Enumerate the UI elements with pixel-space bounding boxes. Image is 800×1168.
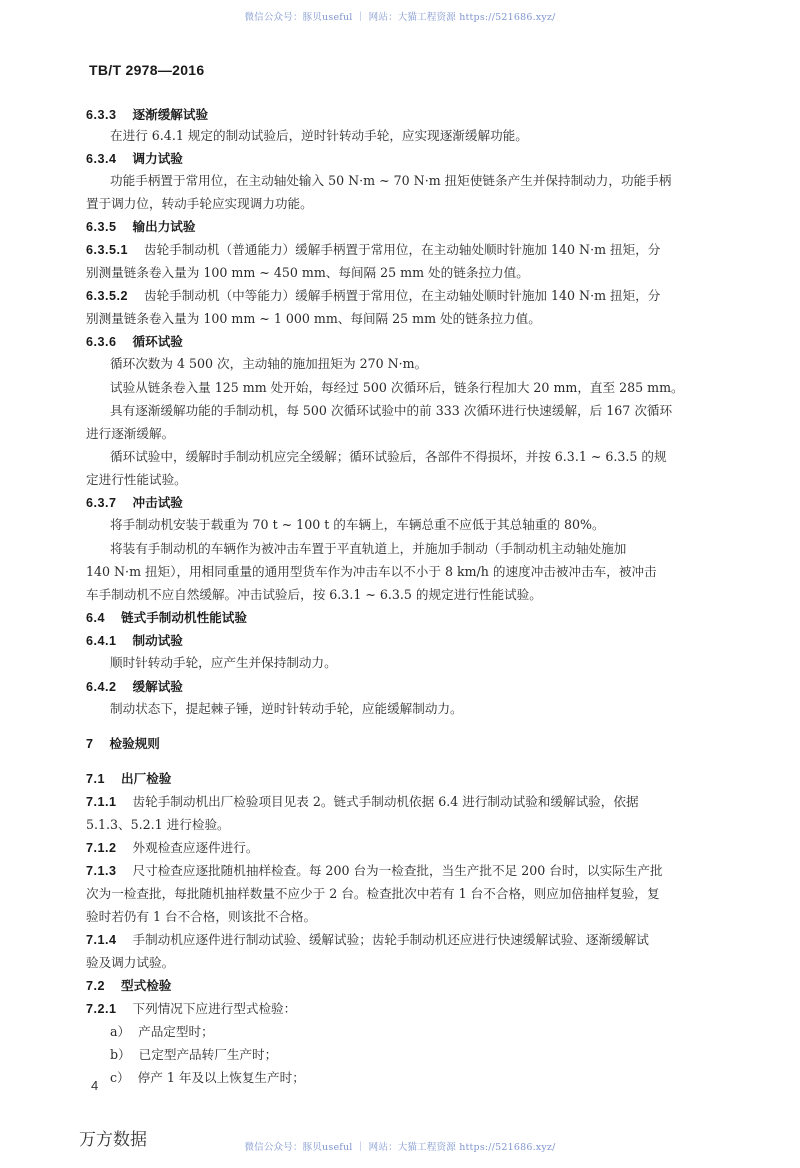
paragraph: 在进行 6.4.1 规定的制动试验后，逆时针转动手轮，应实现逐渐缓解功能。 — [110, 128, 528, 143]
clause-6-3-5-2: 6.3.5.2 齿轮手制动机（中等能力）缓解手柄置于常用位，在主动轴处顺时针施加 140 N·m 扭矩，分 — [86, 288, 661, 303]
paragraph: 将装有手制动机的车辆作为被冲击车置于平直轨道上，并施加手制动（手制动机主动轴处施加 — [110, 541, 627, 556]
paragraph-cont: 别测量链条卷入量为 100 mm ~ 1 000 mm、每间隔 25 mm 处的链条拉力值。 — [86, 311, 541, 326]
paragraph: 制动状态下，提起棘子锤，逆时针转动手轮，应能缓解制动力。 — [110, 701, 463, 716]
clause-7-1-2: 7.1.2 外观检查应逐件进行。 — [86, 840, 259, 855]
paragraph: 顺时针转动手轮，应产生并保持制动力。 — [110, 655, 337, 670]
clause-7-1-4: 7.1.4 手制动机应逐件进行制动试验、缓解试验；齿轮手制动机还应进行快速缓解试验、逐渐缓解试 — [86, 932, 649, 947]
paragraph: 将手制动机安装于载重为 70 t ~ 100 t 的车辆上，车辆总重不应低于其总轴重的 80%。 — [110, 517, 605, 532]
paragraph-cont: 验时若仍有 1 台不合格，则该批不合格。 — [86, 909, 317, 924]
heading-6-3-4: 6.3.4 调力试验 — [86, 151, 183, 166]
paragraph-cont: 140 N·m 扭矩），用相同重量的通用型货车作为冲击车以不小于 8 km/h 的速度冲击被冲击车，被冲击 — [86, 564, 657, 579]
document-id: TB/T 2978—2016 — [89, 62, 205, 78]
clause-7-1-3: 7.1.3 尺寸检查应逐批随机抽样检查。每 200 台为一检查批，当生产批不足 200 台时，以实际生产批 — [86, 863, 663, 878]
watermark-bottom: 微信公众号：豚贝useful ｜ 网站：大猫工程资源 https://521686.xyz/ — [244, 1142, 556, 1153]
paragraph: 具有逐渐缓解功能的手制动机，每 500 次循环试验中的前 333 次循环进行快速缓解，后 167 次循环 — [110, 403, 673, 418]
heading-7: 7 检验规则 — [86, 736, 160, 751]
clause-7-2-1: 7.2.1 下列情况下应进行型式检验： — [86, 1001, 297, 1016]
heading-6-3-7: 6.3.7 冲击试验 — [86, 495, 183, 510]
paragraph: 试验从链条卷入量 125 mm 处开始，每经过 500 次循环后，链条行程加大 20 mm，直至 285 mm。 — [110, 380, 684, 395]
list-item: c） 停产 1 年及以上恢复生产时； — [110, 1070, 305, 1085]
paragraph-cont: 次为一检查批，每批随机抽样数量不应少于 2 台。检查批次中若有 1 台不合格，则应加倍抽样复验，复 — [86, 886, 660, 901]
clause-7-1-1: 7.1.1 齿轮手制动机出厂检验项目见表 2。链式手制动机依据 6.4 进行制动试验和缓解试验，依据 — [86, 794, 639, 809]
heading-6-4-1: 6.4.1 制动试验 — [86, 633, 183, 648]
heading-6-3-6: 6.3.6 循环试验 — [86, 334, 183, 349]
heading-6-4-2: 6.4.2 缓解试验 — [86, 679, 183, 694]
brand-logo-text: 万方数据 — [79, 1130, 147, 1150]
heading-6-3-5: 6.3.5 输出力试验 — [86, 219, 196, 234]
paragraph: 功能手柄置于常用位，在主动轴处输入 50 N·m ~ 70 N·m 扭矩使链条产生并保持制动力，功能手柄 — [110, 173, 672, 188]
list-item: b） 已定型产品转厂生产时； — [110, 1047, 278, 1062]
paragraph: 循环试验中，缓解时手制动机应完全缓解；循环试验后，各部件不得损坏，并按 6.3.1 ~ 6.3.5 的规 — [110, 449, 667, 464]
heading-6-3-3: 6.3.3 逐渐缓解试验 — [86, 107, 209, 122]
paragraph-cont: 车手制动机不应自然缓解。冲击试验后，按 6.3.1 ~ 6.3.5 的规定进行性能试验。 — [86, 587, 542, 602]
clause-6-3-5-1: 6.3.5.1 齿轮手制动机（普通能力）缓解手柄置于常用位，在主动轴处顺时针施加 140 N·m 扭矩，分 — [86, 242, 661, 257]
paragraph-cont: 5.1.3、5.2.1 进行检验。 — [86, 817, 230, 832]
heading-6-4: 6.4 链式手制动机性能试验 — [86, 610, 247, 625]
paragraph-cont: 定进行性能试验。 — [86, 472, 187, 487]
list-item: a） 产品定型时； — [110, 1024, 214, 1039]
page-number: 4 — [91, 1078, 99, 1093]
paragraph-cont: 置于调力位，转动手轮应实现调力功能。 — [86, 196, 313, 211]
paragraph: 循环次数为 4 500 次，主动轴的施加扭矩为 270 N·m。 — [110, 356, 428, 371]
paragraph-cont: 验及调力试验。 — [86, 955, 175, 970]
paragraph-cont: 进行逐渐缓解。 — [86, 426, 175, 441]
paragraph-cont: 别测量链条卷入量为 100 mm ~ 450 mm、每间隔 25 mm 处的链条拉力值。 — [86, 265, 529, 280]
heading-7-2: 7.2 型式检验 — [86, 978, 172, 993]
watermark-top: 微信公众号：豚贝useful ｜ 网站：大猫工程资源 https://521686.xyz/ — [244, 12, 556, 23]
heading-7-1: 7.1 出厂检验 — [86, 771, 172, 786]
